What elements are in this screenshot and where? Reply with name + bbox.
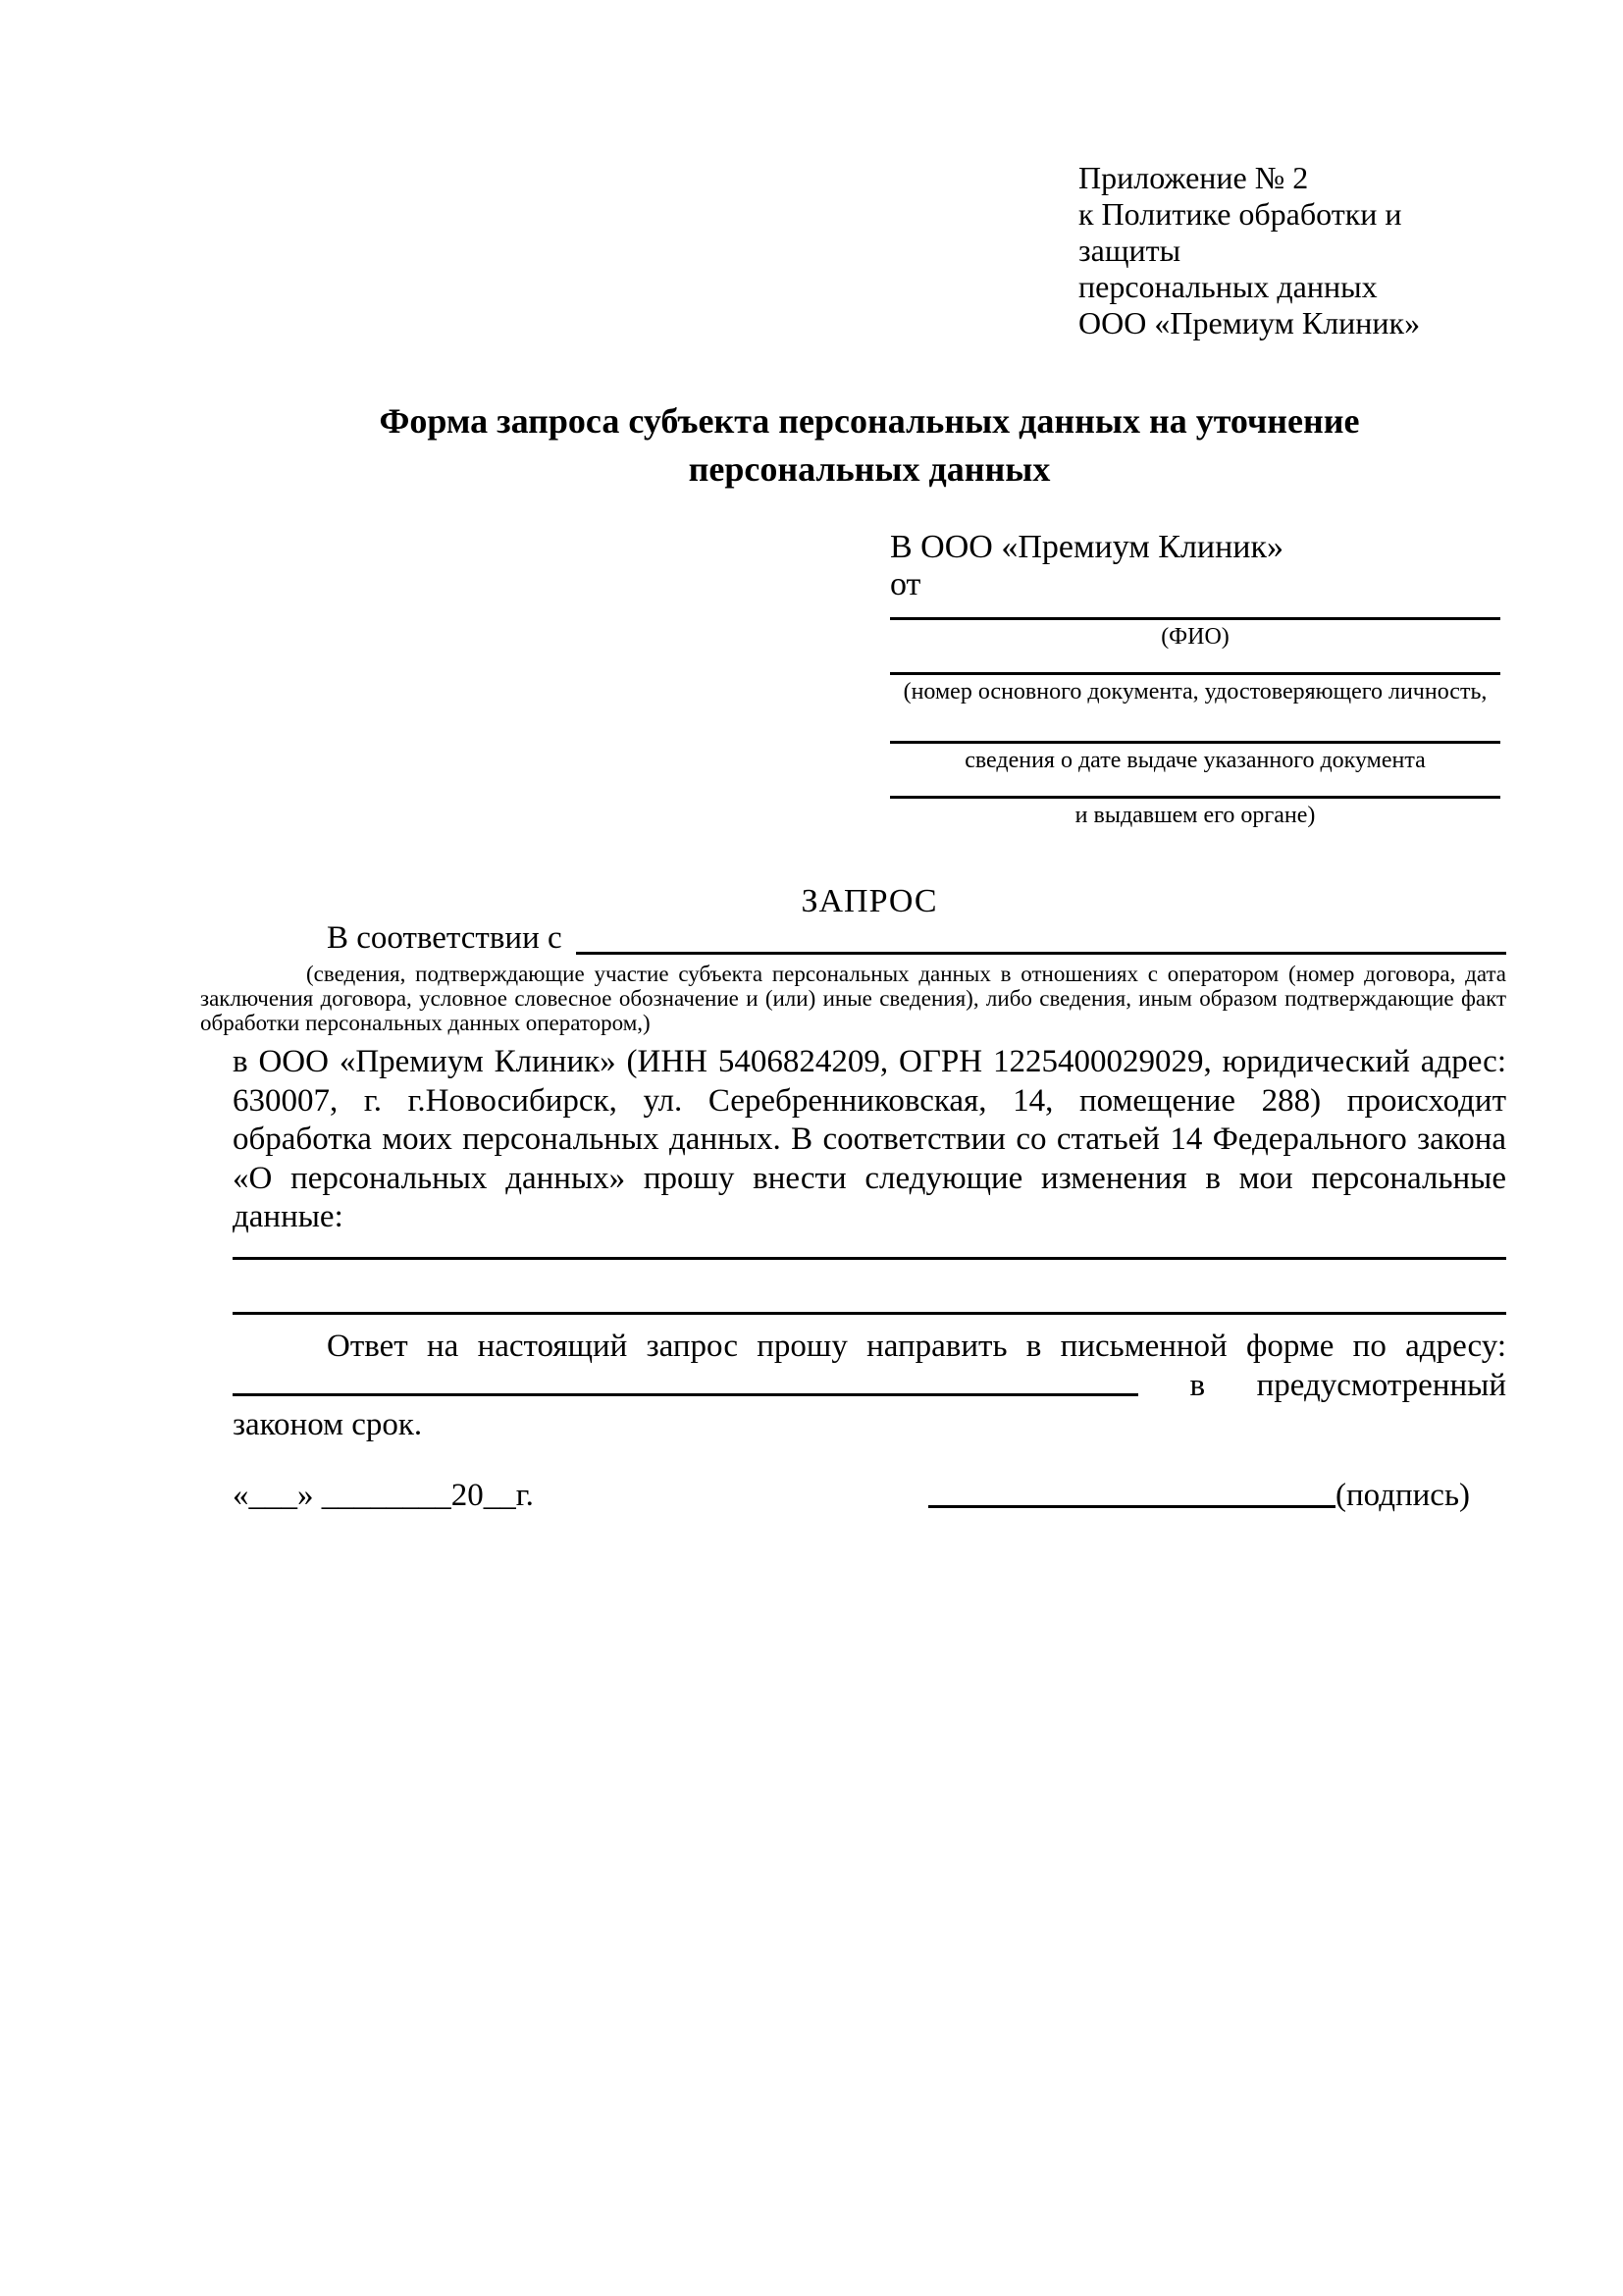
accordance-label: В соответствии с <box>327 920 562 956</box>
addressee-to: В ООО «Премиум Клиник» <box>890 529 1284 565</box>
fio-field <box>890 617 1500 651</box>
accordance-fill-in-line <box>576 919 1506 955</box>
issue-date-field <box>890 741 1500 774</box>
reply-word-1: в <box>1189 1367 1206 1403</box>
appendix-line-2: к Политике обработки и защиты <box>1078 196 1402 268</box>
document-title: Форма запроса субъекта персональных данных на уточнение персональных данных <box>379 401 1360 489</box>
appendix-line-4: ООО «Премиум Клиник» <box>1078 305 1421 340</box>
issue-date-caption: сведения о дате выдаче указанного документа <box>965 748 1426 773</box>
appendix-line-1: Приложение № 2 <box>1078 160 1309 195</box>
signature-caption: (подпись) <box>1335 1477 1470 1513</box>
date-field: «___» ________20__г. <box>233 1477 534 1513</box>
request-heading: ЗАПРОС <box>801 883 938 919</box>
appendix-line-3: персональных данных <box>1078 269 1378 304</box>
note-text: (сведения, подтверждающие участие субъекта персональных данных в отношениях с оператором (номер договора, дата заключения договора, условное словесное обозначение и (или) иные сведения), либо сведения, иным образом подтверждающие факт обработки персональных данных оператором,) <box>200 962 1506 1035</box>
reply-address-row <box>233 1366 1506 1405</box>
changes-fill-in-line-1 <box>233 1237 1506 1260</box>
fio-caption: (ФИО) <box>1161 624 1230 650</box>
reply-line-3: законом срок. <box>233 1406 423 1442</box>
issuing-authority-caption: и выдавшем его органе) <box>1074 803 1316 828</box>
addressee-from: от <box>890 566 921 602</box>
accordance-row <box>233 919 1506 957</box>
reply-word-2: предусмотренный <box>1256 1367 1506 1403</box>
reply-line-1: Ответ на настоящий запрос прошу направить в письменной форме по адресу: <box>327 1328 1506 1364</box>
signature-fill-in-line <box>928 1476 1335 1508</box>
request-body: в ООО «Премиум Клиник» (ИНН 5406824209, ОГРН 1225400029029, юридический адрес: 630007, г. г.Новосибирск, ул. Серебренниковская, 14, помещение 288) происходит обработка моих персональных данных. В соответствии со статьей 14 Федерального закона «О персональных данных» прошу внести следующие изменения в мои персональные данные: <box>233 1044 1506 1234</box>
addressee-block <box>890 529 1500 829</box>
signature-field <box>928 1476 1470 1515</box>
signature-row <box>233 1476 1506 1515</box>
issuing-authority-field <box>890 796 1500 829</box>
appendix-block <box>1078 160 1506 341</box>
document-number-caption: (номер основного документа, удостоверяющего личность, <box>903 679 1488 704</box>
changes-fill-in-line-2 <box>233 1260 1506 1315</box>
document-number-field <box>890 672 1500 705</box>
address-fill-in-line <box>233 1366 1138 1396</box>
